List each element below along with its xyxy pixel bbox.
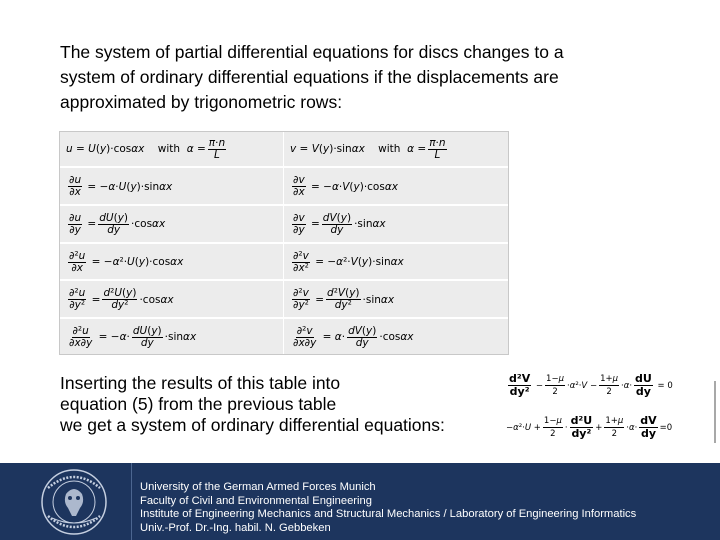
- intro-line-3: approximated by trigonometric rows:: [60, 92, 343, 112]
- table-row: [60, 168, 508, 206]
- table-cell-d2u-dy2: $\frac{\text{∂²u}}{\text{∂y²}}$ = $\frac{\text{d²U(y)}}{\text{dy²}}$ ·cos αx: [60, 281, 284, 319]
- footer-bar: [0, 463, 720, 540]
- footer-text: [140, 481, 636, 535]
- table-cell-dv-dy: $\frac{\partial v}{\partial y}$ = $\frac{dV(y)}{dy}$ ·sin αx: [284, 206, 508, 244]
- table-cell-dv-dx: $\frac{\partial v}{\partial x}$ = − α · V ( y )·cos αx: [284, 168, 508, 206]
- footer-faculty: Faculty of Civil and Environmental Engineering: [140, 494, 372, 507]
- footer-divider: [131, 463, 132, 540]
- intro-line-2: system of ordinary differential equations if the displacements are: [60, 67, 559, 87]
- ode-equation-2: −α²·U + $\frac{1-\mu}{2}$ · $\frac{\text{d²U}}{\text{dy²}}$ + $\frac{1+\mu}{2}$ ·α· $\frac{dV}{dy}$ =0: [506, 414, 673, 440]
- intro-paragraph: [60, 40, 676, 115]
- conclusion-line-2: equation (5) from the previous table: [60, 394, 337, 414]
- conclusion-line-1: Inserting the results of this table into: [60, 373, 341, 393]
- table-cell-d2u-dxdy: $\frac{\text{∂²u}}{\partial x\partial y}$ = − α · $\frac{dU(y)}{dy}$ ·sin αx: [60, 319, 284, 354]
- table-row: [60, 281, 508, 319]
- footer-institute: Institute of Engineering Mechanics and Structural Mechanics / Laboratory of Engineering Informatics: [140, 508, 637, 520]
- intro-line-1: The system of partial differential equations for discs changes to a: [60, 42, 564, 62]
- table-row: [60, 206, 508, 244]
- table-cell-d2v-dxdy: $\frac{\text{∂²v}}{\partial x\partial y}$ = α · $\frac{dV(y)}{dy}$ ·cos αx: [293, 324, 414, 349]
- table-cell-du-dx: $\frac{\partial u}{\partial x}$ = − α · U ( y )·sin αx: [60, 168, 284, 206]
- table-cell-d2v-dx2: $\frac{\text{∂²v}}{\text{∂x²}}$ = − α ²· V ( y )·sin αx: [284, 244, 508, 282]
- table-cell-v: v = V ( y )·sin αx with α = $\frac{\pi\cdot n}{L}$: [284, 132, 508, 168]
- ode-system: [506, 367, 714, 457]
- derivatives-table: [59, 131, 509, 355]
- table-row: [60, 319, 508, 354]
- table-cell-d2v-dy2: $\frac{\text{∂²v}}{\text{∂y²}}$ = $\frac{\text{d²V(y)}}{\text{dy²}}$ ·sin αx: [284, 281, 508, 319]
- ode-equation-1: $\frac{\text{d²V}}{\text{dy²}}$ − $\frac{1-\mu}{2}$ ·α²·V − $\frac{1+\mu}{2}$ ·α· $\frac{dU}{dy}$ = 0: [509, 372, 673, 398]
- university-seal-logo: [22, 468, 126, 536]
- table-cell-du-dy: $\frac{\partial u}{\partial y}$ = $\frac{dU(y)}{dy}$ ·cos αx: [60, 206, 284, 244]
- equation-system-bracket: [709, 381, 716, 443]
- conclusion-line-3: we get a system of ordinary differential equations:: [60, 415, 445, 435]
- table-row: [60, 244, 508, 282]
- table-cell-d2u-dx2: $\frac{\text{∂²u}}{\partial x}$ = − α ²· U ( y )·cos αx: [60, 244, 284, 282]
- conclusion-paragraph: [60, 373, 445, 436]
- table-row: [60, 132, 508, 168]
- footer-university: University of the German Armed Forces Munich: [140, 481, 376, 493]
- footer-professor: Univ.-Prof. Dr.-Ing. habil. N. Gebbeken: [140, 521, 331, 534]
- table-cell-u: u = U ( y )·cos αx with α = $\frac{\pi\cdot n}{L}$: [60, 132, 284, 168]
